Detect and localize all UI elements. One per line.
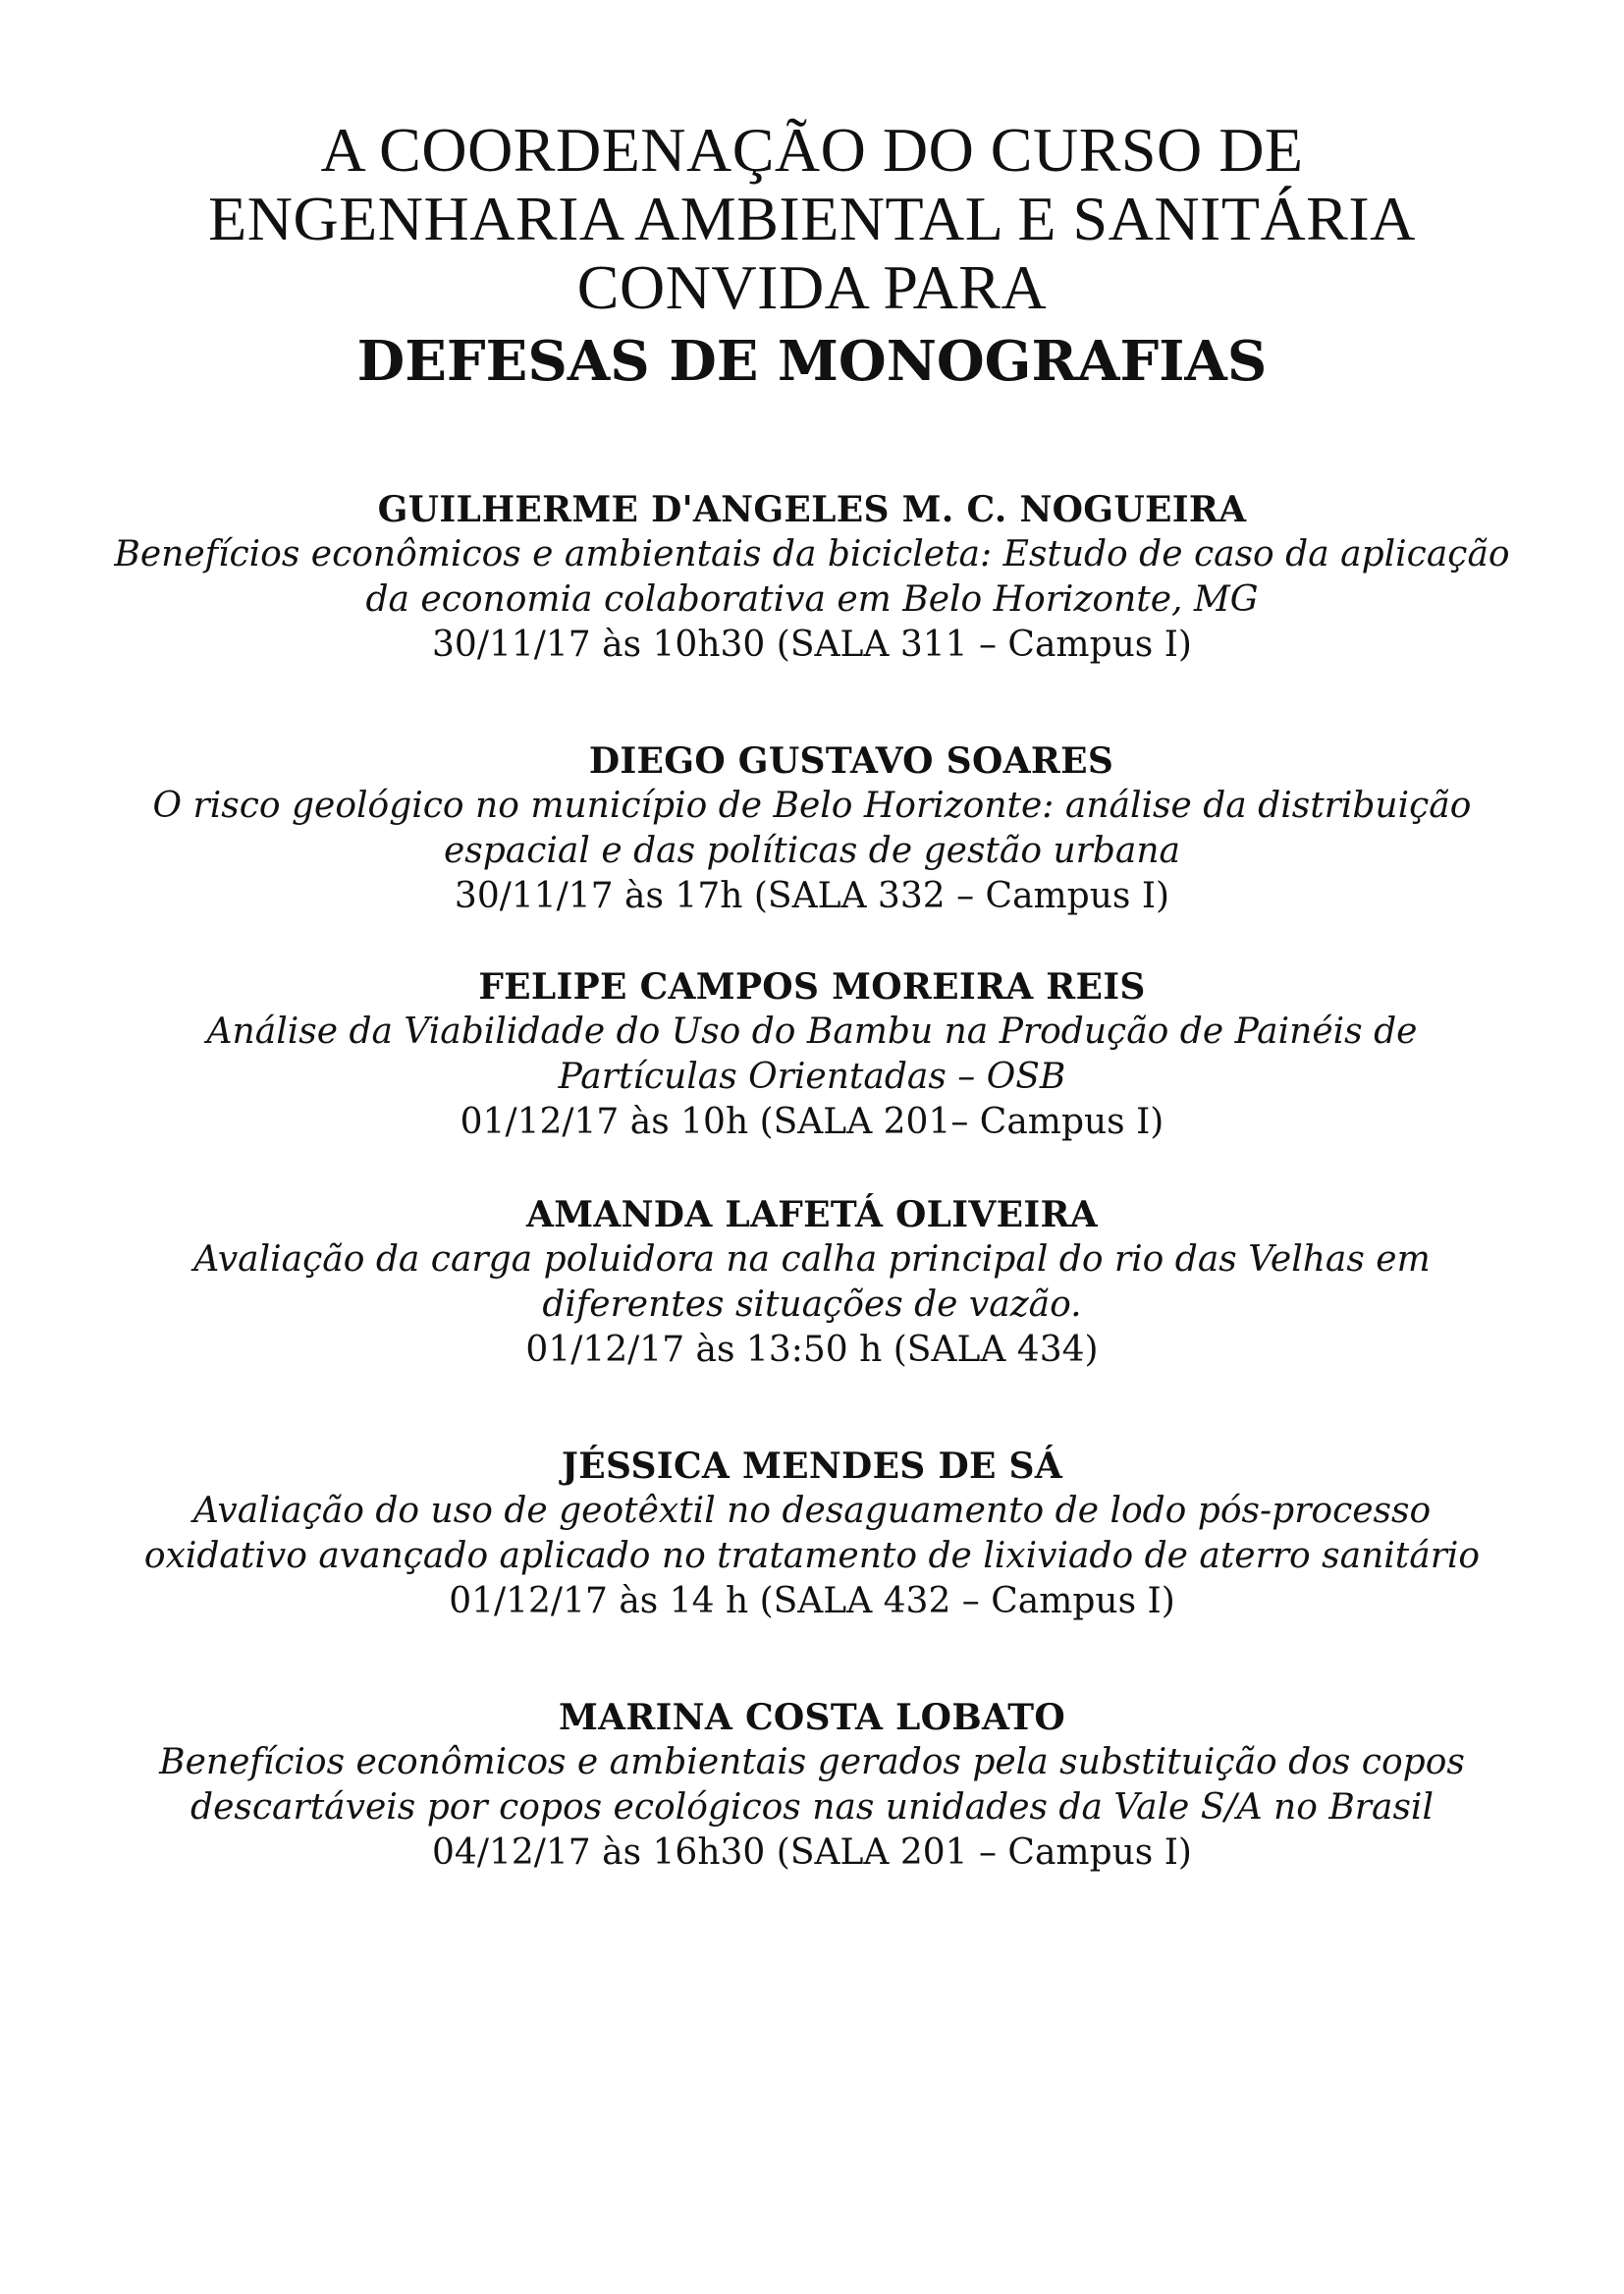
thesis-title-line-2: Partículas Orientadas – OSB [558,1057,1066,1097]
defense-schedule: 01/12/17 às 13:50 h (SALA 434) [525,1330,1099,1370]
thesis-title-line-2: descartáveis por copos ecológicos nas unidades da Vale S/A no Brasil [190,1787,1434,1828]
header-line-1: A COORDENAÇÃO DO CURSO DE [320,115,1304,185]
defense-schedule: 30/11/17 às 17h (SALA 332 – Campus I) [454,876,1170,916]
invitation-header [0,116,1624,399]
defense-entry-2 [0,738,1624,784]
student-name: DIEGO GUSTAVO SOARES [588,740,1114,782]
defense-entry-2-details [0,784,1624,919]
thesis-title-line-1: Benefícios econômicos e ambientais gerados pela substituição dos copos [159,1742,1465,1782]
header-line-2: ENGENHARIA AMBIENTAL E SANITÁRIA [208,184,1416,253]
thesis-title-line-1: Benefícios econômicos e ambientais da bicicleta: Estudo de caso da aplicação [114,534,1510,574]
student-name: FELIPE CAMPOS MOREIRA REIS [478,966,1146,1008]
page-title: DEFESAS DE MONOGRAFIAS [356,329,1268,394]
defense-entry-6 [0,1695,1624,1876]
defense-entry-5 [0,1444,1624,1624]
thesis-title-line-2: oxidativo avançado aplicado no tratamento de lixiviado de aterro sanitário [143,1536,1481,1576]
defense-schedule: 01/12/17 às 14 h (SALA 432 – Campus I) [449,1581,1175,1621]
thesis-title-line-1: Avaliação da carga poluidora na calha principal do rio das Velhas em [193,1239,1431,1280]
defense-entry-1 [0,487,1624,668]
student-name: MARINA COSTA LOBATO [558,1697,1066,1738]
thesis-title-line-1: Análise da Viabilidade do Uso do Bambu na Produção de Painéis de [206,1011,1418,1052]
thesis-title-line-2: diferentes situações de vazão. [542,1284,1082,1325]
student-name: JÉSSICA MENDES DE SÁ [561,1446,1063,1487]
defense-schedule: 30/11/17 às 10h30 (SALA 311 – Campus I) [432,625,1192,665]
thesis-title-line-1: O risco geológico no município de Belo Horizonte: análise da distribuição [152,786,1472,826]
thesis-title-line-2: da economia colaborativa em Belo Horizonte, MG [365,579,1259,620]
defense-entry-4 [0,1192,1624,1373]
header-line-3: CONVIDA PARA [576,252,1048,322]
defense-schedule: 04/12/17 às 16h30 (SALA 201 – Campus I) [432,1832,1192,1873]
thesis-title-line-1: Avaliação do uso de geotêxtil no desaguamento de lodo pós-processo [192,1491,1432,1531]
defense-entry-3 [0,964,1624,1145]
student-name: AMANDA LAFETÁ OLIVEIRA [525,1194,1098,1235]
defense-schedule: 01/12/17 às 10h (SALA 201– Campus I) [460,1102,1164,1142]
student-name: GUILHERME D'ANGELES M. C. NOGUEIRA [377,489,1247,530]
thesis-title-line-2: espacial e das políticas de gestão urbana [443,831,1181,871]
